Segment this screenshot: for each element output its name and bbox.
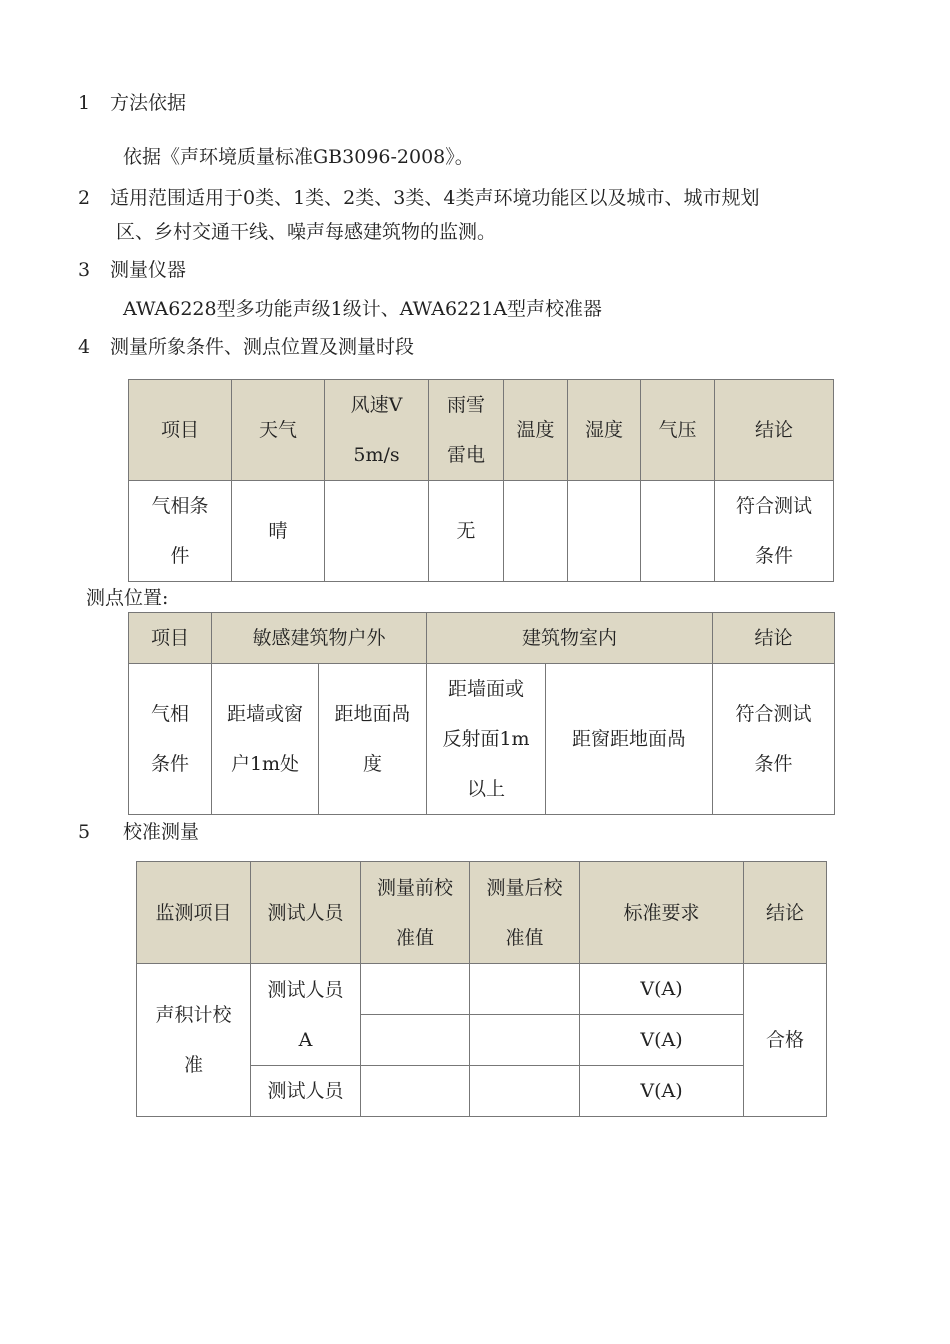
weather-row-item-line1: 气相条 bbox=[151, 495, 209, 517]
weather-row-humidity bbox=[568, 481, 641, 582]
calibration-header-before bbox=[361, 862, 470, 964]
calibration-before-1 bbox=[361, 964, 470, 1015]
calibration-header-after-line2: 准值 bbox=[505, 926, 544, 949]
calibration-person-a-line1: 测试人员 bbox=[267, 978, 344, 1001]
calibration-header-before-line1: 测量前校 bbox=[376, 876, 453, 899]
calibration-header-item: 监测项目 bbox=[137, 862, 251, 964]
calibration-person-b-cell: 测试人员 bbox=[251, 1066, 361, 1117]
calibration-person-a-cell bbox=[251, 964, 361, 1066]
position-row-wall-reflect-line1: 距墙面或 bbox=[448, 678, 525, 700]
position-row-wall-reflect-line3: 以上 bbox=[467, 778, 506, 800]
section-5-number: 5 bbox=[78, 821, 91, 843]
section-3-title: 测量仪器 bbox=[110, 259, 187, 281]
weather-row-pressure bbox=[641, 481, 715, 582]
calibration-header-after-line1: 测量后校 bbox=[486, 876, 563, 899]
calibration-header-person: 测试人员 bbox=[251, 862, 361, 964]
calibration-header-result: 结论 bbox=[744, 862, 827, 964]
calibration-item-cell bbox=[137, 964, 251, 1117]
calibration-person-a-line2: A bbox=[298, 1028, 313, 1051]
calibration-item-line1: 声积计校 bbox=[155, 1004, 232, 1026]
calibration-item-line2: 准 bbox=[183, 1054, 203, 1076]
weather-row-weather: 晴 bbox=[232, 481, 325, 582]
section-3-number: 3 bbox=[78, 259, 91, 281]
weather-header-rain-line1: 雨雪 bbox=[446, 394, 485, 416]
scope-continuation: 区、乡村交通干线、噪声每感建筑物的监测。 bbox=[116, 221, 497, 243]
position-row-wall-window-line2: 户1m处 bbox=[230, 753, 300, 775]
section-1-number: 1 bbox=[78, 92, 91, 114]
position-row-wall-window bbox=[212, 664, 319, 815]
weather-header-pressure: 气压 bbox=[641, 380, 715, 481]
calibration-standard-3: V(A) bbox=[580, 1066, 744, 1117]
section-1-title: 方法依据 bbox=[110, 92, 187, 114]
position-row-result bbox=[713, 664, 835, 815]
calibration-standard-2: V(A) bbox=[580, 1015, 744, 1066]
weather-row-temp bbox=[504, 481, 568, 582]
weather-header-temp: 温度 bbox=[504, 380, 568, 481]
weather-header-rain-line2: 雷电 bbox=[446, 444, 485, 466]
position-label: 测点位置: bbox=[86, 587, 169, 609]
position-row-wall-window-line1: 距墙或窗 bbox=[226, 703, 303, 725]
weather-header-rain bbox=[429, 380, 504, 481]
weather-table bbox=[128, 379, 834, 582]
calibration-header-standard: 标准要求 bbox=[580, 862, 744, 964]
position-table bbox=[128, 612, 835, 815]
weather-header-humidity: 湿度 bbox=[568, 380, 641, 481]
position-row-ground-height-line1: 距地面咼 bbox=[334, 703, 411, 725]
position-row-item-line2: 条件 bbox=[150, 753, 189, 775]
position-row-wall-reflect bbox=[427, 664, 546, 815]
weather-row-wind bbox=[325, 481, 429, 582]
calibration-after-3 bbox=[470, 1066, 580, 1117]
calibration-before-3 bbox=[361, 1066, 470, 1117]
position-row-result-line2: 条件 bbox=[754, 753, 793, 775]
position-row-wall-reflect-line2: 反射面1m bbox=[442, 728, 530, 750]
calibration-header-before-line2: 准值 bbox=[395, 926, 434, 949]
section-2-number: 2 bbox=[78, 187, 91, 209]
section-4-title: 测量所象条件、测点位置及测量时段 bbox=[110, 336, 415, 358]
instruments-text: AWA6228型多功能声级1级计、AWA6221A型声校准器 bbox=[123, 298, 603, 320]
weather-row-result-line1: 符合测试 bbox=[735, 495, 812, 517]
calibration-after-1 bbox=[470, 964, 580, 1015]
weather-header-result: 结论 bbox=[715, 380, 834, 481]
section-4-number: 4 bbox=[78, 336, 91, 358]
section-2-title: 适用范围适用于0类、1类、2类、3类、4类声环境功能区以及城市、城市规划 bbox=[110, 187, 760, 209]
calibration-result-cell: 合格 bbox=[744, 964, 827, 1117]
position-header-item: 项目 bbox=[129, 613, 212, 664]
position-row-window-ground: 距窗距地面咼 bbox=[546, 664, 713, 815]
weather-row-rain: 无 bbox=[429, 481, 504, 582]
position-row-ground-height bbox=[319, 664, 427, 815]
position-row-item bbox=[129, 664, 212, 815]
calibration-before-2 bbox=[361, 1015, 470, 1066]
basis-text: 依据《声环境质量标准GB3096-2008》。 bbox=[123, 146, 474, 168]
position-row-result-line1: 符合测试 bbox=[735, 703, 812, 725]
calibration-table bbox=[136, 861, 827, 1117]
calibration-standard-1: V(A) bbox=[580, 964, 744, 1015]
weather-header-wind-line1: 风速V bbox=[350, 394, 403, 416]
weather-header-wind bbox=[325, 380, 429, 481]
calibration-header-after bbox=[470, 862, 580, 964]
weather-header-wind-line2: 5m/s bbox=[353, 444, 400, 466]
weather-header-item: 项目 bbox=[129, 380, 232, 481]
weather-row-item bbox=[129, 481, 232, 582]
position-row-item-line1: 气相 bbox=[150, 703, 189, 725]
weather-row-result-line2: 条件 bbox=[754, 545, 793, 567]
weather-row-item-line2: 件 bbox=[170, 545, 190, 567]
calibration-after-2 bbox=[470, 1015, 580, 1066]
weather-row-result bbox=[715, 481, 834, 582]
position-row-ground-height-line2: 度 bbox=[363, 753, 383, 775]
position-header-outdoor: 敏感建筑物户外 bbox=[212, 613, 427, 664]
position-header-result: 结论 bbox=[713, 613, 835, 664]
weather-header-weather: 天气 bbox=[232, 380, 325, 481]
section-5-title: 校准测量 bbox=[123, 821, 200, 843]
position-header-indoor: 建筑物室内 bbox=[427, 613, 713, 664]
